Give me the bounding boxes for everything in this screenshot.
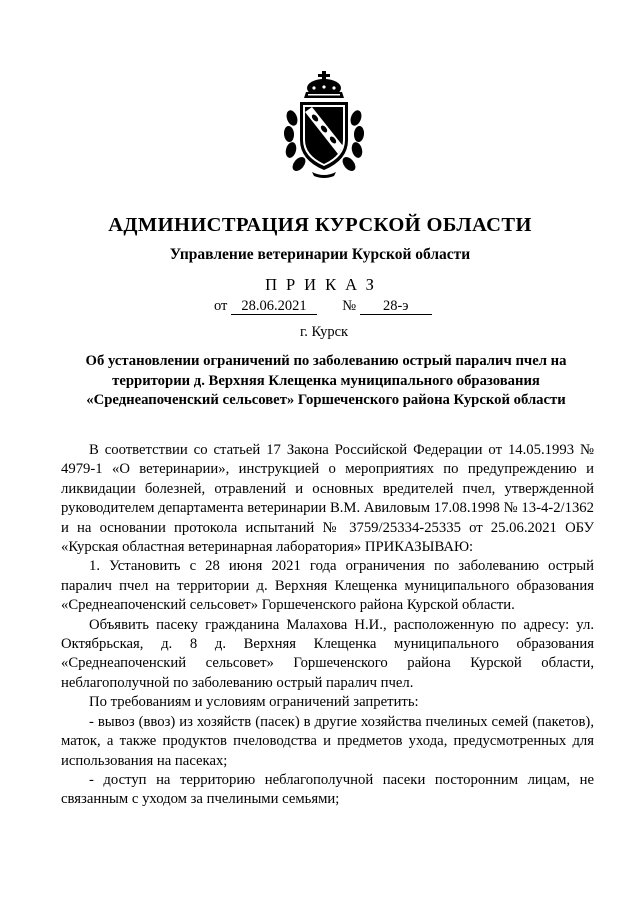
paragraph-preamble: В соответствии со статьей 17 Закона Российской Федерации от 14.05.1993 № 4979-1 «О ветеринарии», инструкцией о мероприятиях по предупреждению и ликвидации болезней, отравлений и основных вредителей пчел, утвержденной руководителем департамента ветеринарии В.М. Авиловым 17.08.1998 № 13-4-2/1362 и на основании протокола испытаний № 3759/25334-25335 от 25.06.2021 ОБУ «Курская областная ветеринарная лаборатория» ПРИКАЗЫВАЮ: — [61, 442, 594, 556]
document-number: 28-э — [360, 298, 432, 315]
org-subtitle: Управление ветеринарии Курской области — [169, 246, 471, 263]
paragraph-declare-apiary: Объявить пасеку гражданина Малахова Н.И., расположенную по адресу: ул. Октябрьская, д. 8 д. Верхняя Клещенка муниципального образования «Среднеапоченский сельсовет» Горшеченского района Курской области, неблагополучной по заболеванию острый паралич пчел. — [61, 616, 594, 691]
org-title: АДМИНИСТРАЦИЯ КУРСКОЙ ОБЛАСТИ — [108, 214, 532, 236]
date-number-line — [214, 298, 432, 315]
coat-of-arms-icon — [282, 68, 366, 178]
date-prefix: от — [214, 298, 228, 314]
paragraph-prohibitions-intro: По требованиям и условиям ограничений запретить: — [89, 694, 419, 711]
paragraph-prohibition-export: - вывоз (ввоз) из хозяйств (пасек) в другие хозяйства пчелиных семей (пакетов), маток, а также продуктов пчеловодства и предметов ухода, предусмотренных для использования на пасеках; — [61, 713, 594, 769]
paragraph-prohibition-access: - доступ на территорию неблагополучной пасеки посторонним лицам, не связанным с уходом за пчелиными семьями; — [61, 771, 594, 808]
number-prefix: № — [342, 298, 357, 314]
city: г. Курск — [299, 324, 349, 340]
document-type: ПРИКАЗ — [265, 275, 383, 294]
document-date: 28.06.2021 — [231, 298, 317, 315]
paragraph-item-1: 1. Установить с 28 июня 2021 года ограничения по заболеванию острый паралич пчел на территории д. Верхняя Клещенка муниципального образования «Среднеапоченский сельсовет» Горшеченского района Курской области. — [61, 558, 594, 614]
document-body — [61, 441, 594, 810]
document-subject: Об установлении ограничений по заболеванию острый паралич пчел на территории д. Верхняя Клещенка муниципального образования «Среднеапоченский сельсовет» Горшеченского района Курской области — [85, 353, 567, 408]
